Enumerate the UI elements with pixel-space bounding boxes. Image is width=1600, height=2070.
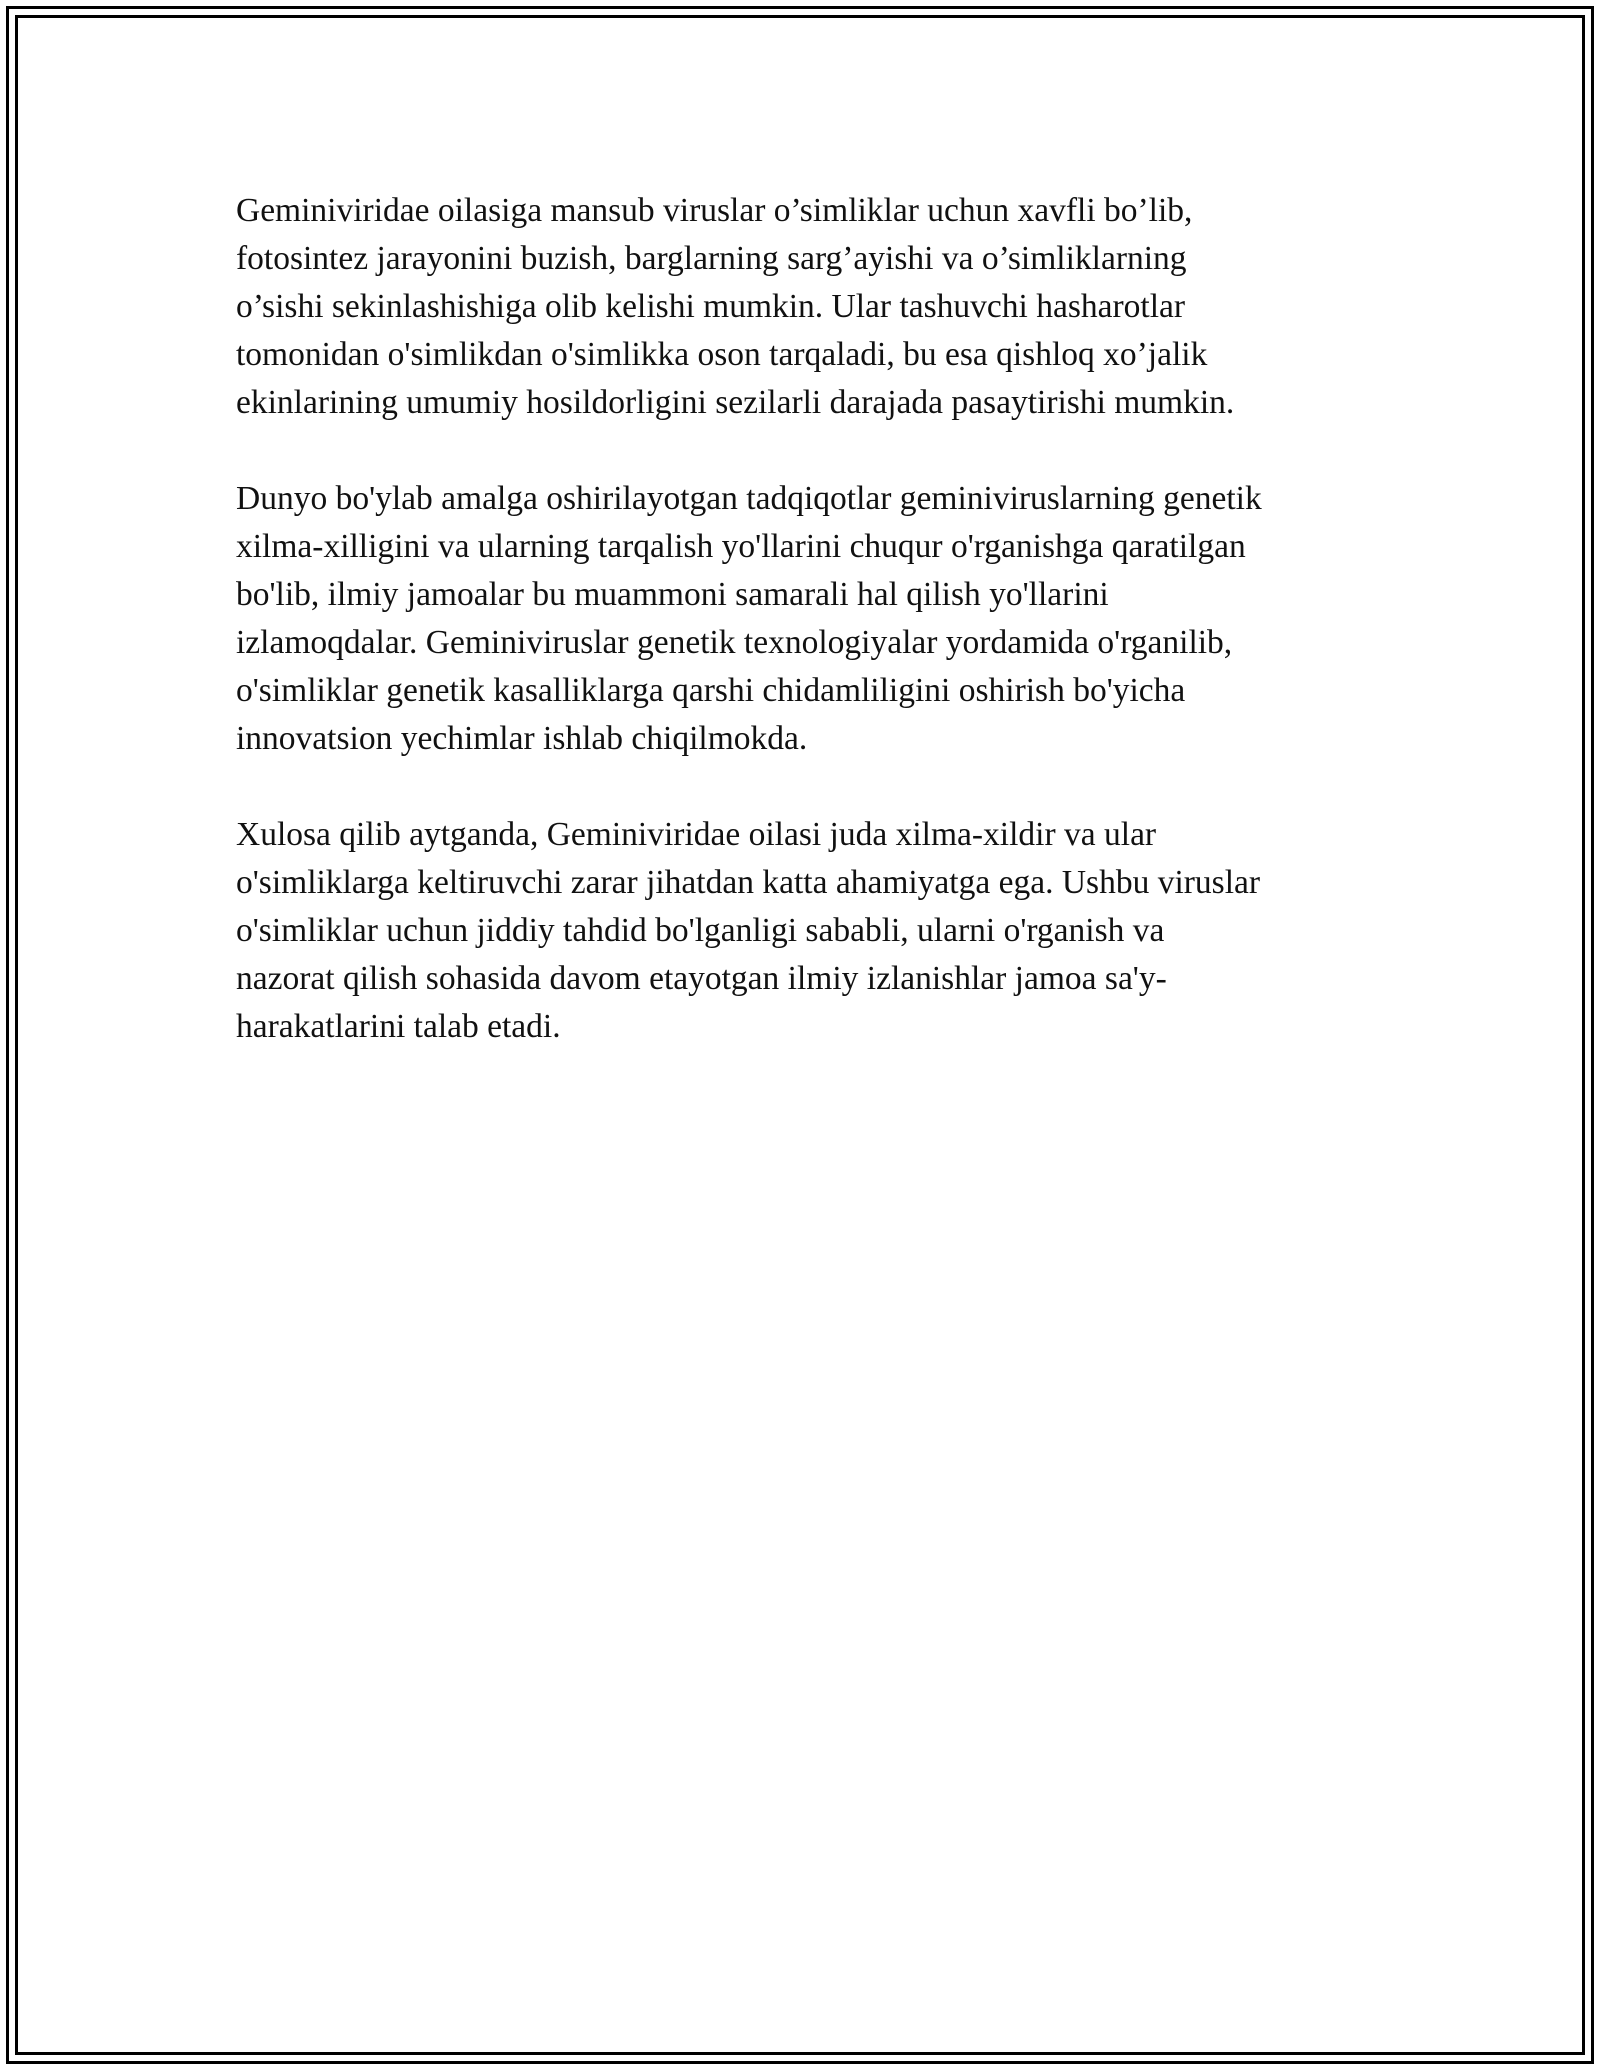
- paragraph-line: fotosintez jarayonini buzish, barglarning sarg’ayishi va o’simliklarning: [236, 240, 1187, 277]
- paragraph-1: [236, 187, 1386, 427]
- paragraph-line: bo'lib, ilmiy jamoalar bu muammoni samarali hal qilish yo'llarini: [236, 576, 1109, 613]
- paragraph-line: ekinlarining umumiy hosildorligini sezilarli darajada pasaytirishi mumkin.: [236, 384, 1235, 421]
- paragraph-2: [236, 475, 1386, 763]
- paragraph-line: izlamoqdalar. Geminiviruslar genetik texnologiyalar yordamida o'rganilib,: [236, 624, 1233, 661]
- paragraph-line: tomonidan o'simlikdan o'simlikka oson tarqaladi, bu esa qishloq xo’jalik: [236, 336, 1208, 373]
- paragraph-line: Xulosa qilib aytganda, Geminiviridae oilasi juda xilma-xildir va ular: [236, 816, 1157, 853]
- paragraph-line: o’sishi sekinlashishiga olib kelishi mumkin. Ular tashuvchi hasharotlar: [236, 288, 1186, 325]
- paragraph-line: o'simliklarga keltiruvchi zarar jihatdan katta ahamiyatga ega. Ushbu viruslar: [236, 864, 1261, 901]
- paragraph-line: harakatlarini talab etadi.: [236, 1008, 561, 1045]
- document-body: [236, 187, 1386, 1099]
- paragraph-line: innovatsion yechimlar ishlab chiqilmokda.: [236, 720, 808, 757]
- paragraph-line: nazorat qilish sohasida davom etayotgan ilmiy izlanishlar jamoa sa'y-: [236, 960, 1167, 997]
- paragraph-line: o'simliklar uchun jiddiy tahdid bo'lganligi sababli, ularni o'rganish va: [236, 912, 1165, 949]
- paragraph-3: [236, 811, 1386, 1051]
- paragraph-line: o'simliklar genetik kasalliklarga qarshi chidamliligini oshirish bo'yicha: [236, 672, 1186, 709]
- paragraph-line: Geminiviridae oilasiga mansub viruslar o’simliklar uchun xavfli bo’lib,: [236, 192, 1193, 229]
- paragraph-line: xilma-xilligini va ularning tarqalish yo'llarini chuqur o'rganishga qaratilgan: [236, 528, 1246, 565]
- paragraph-line: Dunyo bo'ylab amalga oshirilayotgan tadqiqotlar geminiviruslarning genetik: [236, 480, 1262, 517]
